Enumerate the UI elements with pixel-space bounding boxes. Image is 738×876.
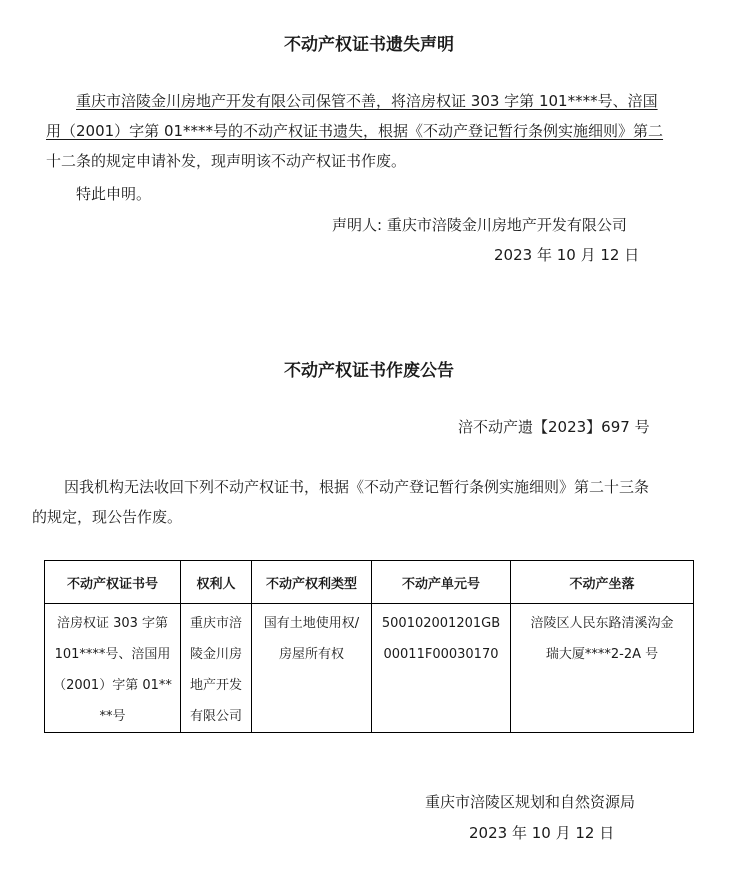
declaration-line-2-text: 用（2001）字第 01****号的不动产权证书遗失，根据《不动产登记暂行条例实施细则》第二 — [46, 122, 664, 140]
declaration-title: 不动产权证书遗失声明 — [284, 35, 454, 55]
declaration-closing: 特此申明。 — [76, 185, 152, 203]
notice-title: 不动产权证书作废公告 — [284, 361, 454, 381]
voided-certificate-table — [44, 560, 694, 733]
header-certificate-number: 不动产权证书号 — [45, 561, 181, 604]
cell-line: 涪房权证 303 字第 — [56, 616, 169, 631]
cell-line: 涪陵区人民东路清溪沟金 — [530, 616, 674, 631]
cell-line: 房屋所有权 — [278, 647, 344, 662]
declaration-date: 2023 年 10 月 12 日 — [494, 246, 640, 264]
cell-line: 00011F00030170 — [383, 647, 499, 662]
cell-right-holder — [181, 604, 252, 733]
cell-line: 101****号、涪国用 — [54, 647, 171, 662]
cell-right-type — [252, 604, 372, 733]
notice-date: 2023 年 10 月 12 日 — [469, 824, 615, 842]
cell-location — [511, 604, 694, 733]
header-right-holder: 权利人 — [181, 561, 252, 604]
cell-line: 国有土地使用权/ — [263, 616, 360, 631]
header-right-type: 不动产权利类型 — [252, 561, 372, 604]
cell-certificate-number — [45, 604, 181, 733]
cell-line: 陵金川房 — [189, 647, 242, 662]
notice-line-1: 因我机构无法收回下列不动产权证书，根据《不动产登记暂行条例实施细则》第二十三条 — [64, 478, 650, 496]
cell-line: 有限公司 — [189, 709, 242, 724]
cell-unit-number — [372, 604, 511, 733]
header-location: 不动产坐落 — [511, 561, 694, 604]
declaration-line-2 — [46, 116, 663, 146]
notice-body — [64, 472, 649, 502]
notice-line-2: 的规定，现公告作废。 — [32, 508, 183, 526]
declaration-line-1: 重庆市涪陵金川房地产开发有限公司保管不善，将涪房权证 303 字第 101****号、涪国 — [76, 92, 658, 110]
declaration-body-cont — [46, 116, 663, 176]
declaration-line-3: 十二条的规定申请补发，现声明该不动产权证书作废。 — [46, 152, 407, 170]
cell-line: （2001）字第 01** — [53, 678, 172, 693]
table-header-row — [45, 561, 694, 604]
cell-line: 瑞大厦****2-2A 号 — [545, 647, 659, 662]
declaration-body — [76, 86, 658, 116]
notice-doc-number: 涪不动产遗【2023】697 号 — [458, 418, 650, 436]
table-row — [45, 604, 694, 733]
cell-line: 地产开发 — [189, 678, 242, 693]
cell-line: **号 — [99, 709, 126, 724]
cell-line: 重庆市涪 — [189, 616, 242, 631]
notice-issuer: 重庆市涪陵区规划和自然资源局 — [425, 793, 636, 811]
header-unit-number: 不动产单元号 — [372, 561, 511, 604]
declarant-line: 声明人: 重庆市涪陵金川房地产开发有限公司 — [332, 216, 627, 234]
cell-line: 500102001201GB — [381, 616, 501, 631]
notice-body-cont — [32, 502, 182, 532]
